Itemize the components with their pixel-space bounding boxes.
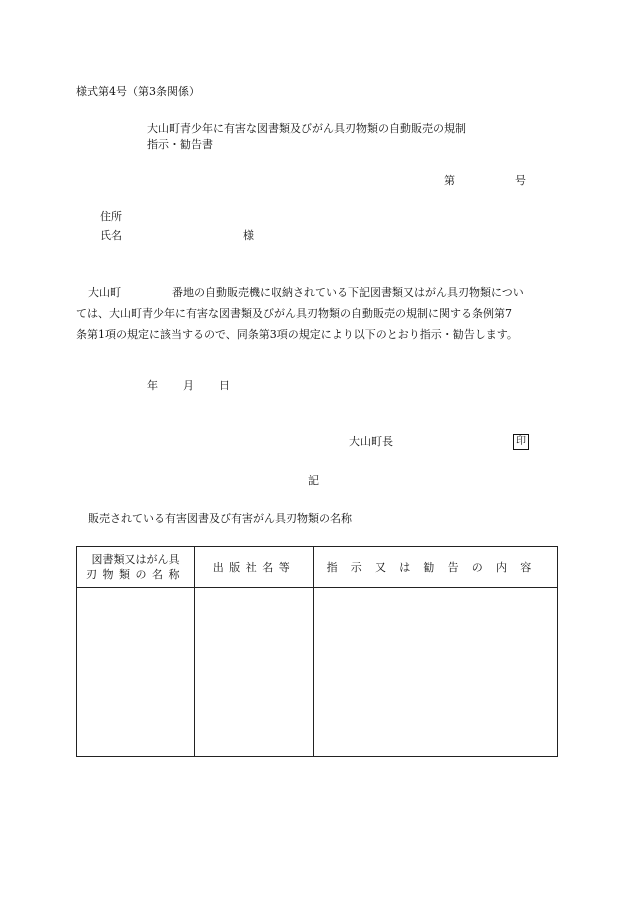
document-title-line2: 指示・勧告書 bbox=[147, 138, 213, 151]
notice-body bbox=[76, 282, 556, 345]
body-line3: 条第1項の規定に該当するので、同条第3項の規定により以下のとおり指示・勧告します。 bbox=[76, 328, 518, 341]
cell-instruction[interactable] bbox=[314, 588, 558, 757]
table-row bbox=[77, 588, 558, 757]
date-year: 年 bbox=[147, 379, 158, 392]
cell-publisher[interactable] bbox=[195, 588, 314, 757]
body-line1: 番地の自動販売機に収納されている下記図書類又はがん具刃物類につい bbox=[172, 286, 524, 299]
date-month: 月 bbox=[183, 379, 194, 392]
honorific-sama: 様 bbox=[243, 229, 254, 242]
body-line2: ては、大山町青少年に有害な図書類及びがん具刃物類の自動販売の規制に関する条例第7 bbox=[76, 307, 512, 320]
name-label: 氏名 bbox=[100, 229, 122, 242]
seal-mark: 印 bbox=[513, 434, 529, 450]
address-label: 住所 bbox=[100, 210, 122, 223]
section-title: 販売されている有害図書及び有害がん具刃物類の名称 bbox=[88, 512, 352, 525]
header-publisher bbox=[195, 547, 314, 588]
document-title-line1: 大山町青少年に有害な図書類及びがん具刃物類の自動販売の規制 bbox=[147, 122, 466, 135]
cell-item-name[interactable] bbox=[77, 588, 195, 757]
ki-heading: 記 bbox=[308, 474, 319, 487]
header-item-name-line2: 刃物類の名称 bbox=[86, 568, 185, 581]
document-number-prefix: 第 bbox=[444, 174, 455, 187]
details-table bbox=[76, 546, 558, 757]
document-number-suffix: 号 bbox=[515, 174, 526, 187]
header-item-name-line1: 図書類又はがん具 bbox=[91, 553, 180, 566]
header-instruction bbox=[314, 547, 558, 588]
header-publisher-label: 出版社名等 bbox=[212, 561, 296, 574]
form-number: 様式第4号（第3条関係） bbox=[76, 85, 200, 98]
issuer-mayor: 大山町長 bbox=[349, 435, 393, 448]
date-day: 日 bbox=[219, 379, 230, 392]
header-item-name bbox=[77, 547, 195, 588]
header-instruction-label: 指示又は勧告の内容 bbox=[326, 561, 545, 574]
body-town: 大山町 bbox=[88, 286, 121, 299]
table-header-row bbox=[77, 547, 558, 588]
